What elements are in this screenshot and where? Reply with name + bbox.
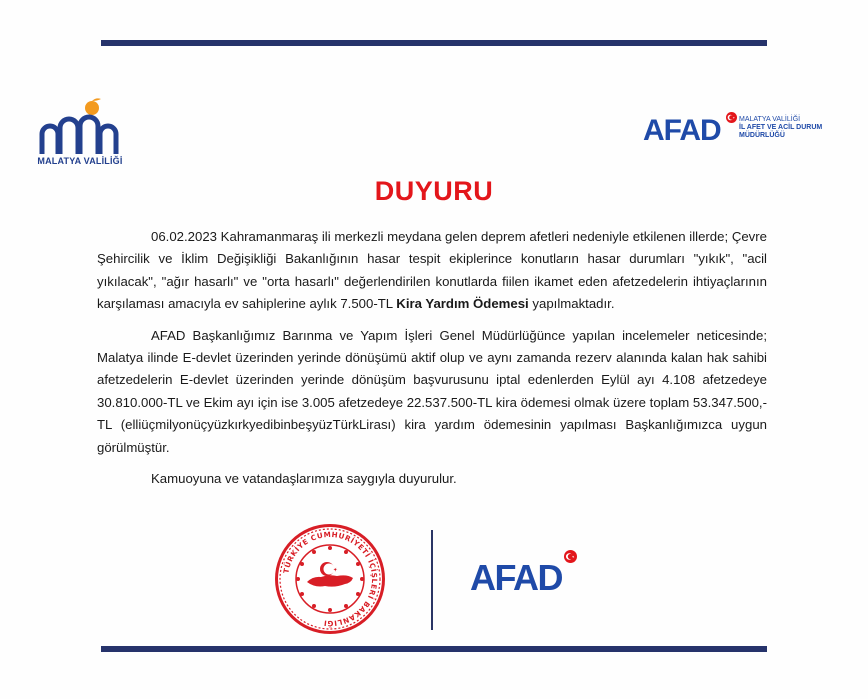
seal-text: TÜRKİYE CUMHURİYETİ İÇİŞLERİ BAKANLIĞI [281, 529, 380, 629]
turkish-flag-icon [726, 112, 737, 123]
afad-malatya-logo [643, 112, 833, 152]
afad-logo-word: AFAD [643, 114, 721, 147]
paragraph-1-text: 06.02.2023 Kahramanmaraş ili merkezli meydana gelen deprem afetleri nedeniyle etkilenen illerde; Çevre Şehircilik ve İklim Değişikliği Bakanlığının hasar tespit ekiplerince konutların hasar durumları "yıkık", "acil yıkılacak", "ağır hasarlı" ve "orta hasarlı" değerlendirilen konutlarda fiilen ikamet eden afetzedelerin ihtiyaçlarının karşılaması amacıyla ev sahiplerine aylık 7.500-TL [97, 229, 767, 312]
ministry-seal-icon [273, 522, 387, 636]
paragraph-2: AFAD Başkanlığımız Barınma ve Yapım İşleri Genel Müdürlüğünce yapılan incelemeler neticesinde; Malatya ilinde E-devlet üzerinden yerinde dönüşümü aktif olup ve aynı zamanda rezerv alanında kalan hak sahibi afetzedelerin E-devlet üzerinden yerinde dönüşüm başvurusunu iptal edenlerden Eylül ayı 4.108 afetzedeye 30.810.000-TL ve Ekim ayı için ise 3.005 afetzedeye 22.537.500-TL kira ödemesi olmak üzere toplam 53.347.500,-TL (elliüçmilyonüçyüzkırkyedibinbeşyüzTürkLirası) kira yardım ödemesinin yapılması Başkanlığımızca uygun görülmüştür. [97, 327, 767, 455]
paragraph-1-bold: Kira Yardım Ödemesi [396, 296, 529, 312]
footer-divider [431, 530, 433, 630]
page-title: DUYURU [374, 176, 494, 206]
afad-logo-line-1: MALATYA VALİLİĞİ [739, 116, 801, 123]
malatya-logo-caption: MALATYA VALİLİĞİ [37, 156, 123, 166]
icisleri-bakanligi-seal [273, 522, 387, 636]
afad-logo-text-lines [739, 116, 822, 140]
bottom-border-bar [101, 646, 767, 652]
malatya-arches-icon [34, 98, 126, 156]
afad-footer-word: AFAD [470, 557, 562, 598]
announcement-body [97, 226, 767, 499]
afad-footer-logo [470, 558, 590, 604]
paragraph-1-end: yapılmaktadır. [532, 296, 615, 312]
paragraph-1 [97, 226, 767, 316]
turkish-flag-icon [564, 550, 577, 563]
afad-logo-line-2: İL AFET VE ACİL DURUM [739, 124, 823, 131]
top-border-bar [101, 40, 767, 46]
malatya-valiligi-logo [34, 98, 126, 170]
paragraph-3: Kamuoyuna ve vatandaşlarımıza saygıyla duyurulur. [151, 471, 457, 487]
afad-logo-line-3: MÜDÜRLÜĞÜ [739, 132, 785, 139]
